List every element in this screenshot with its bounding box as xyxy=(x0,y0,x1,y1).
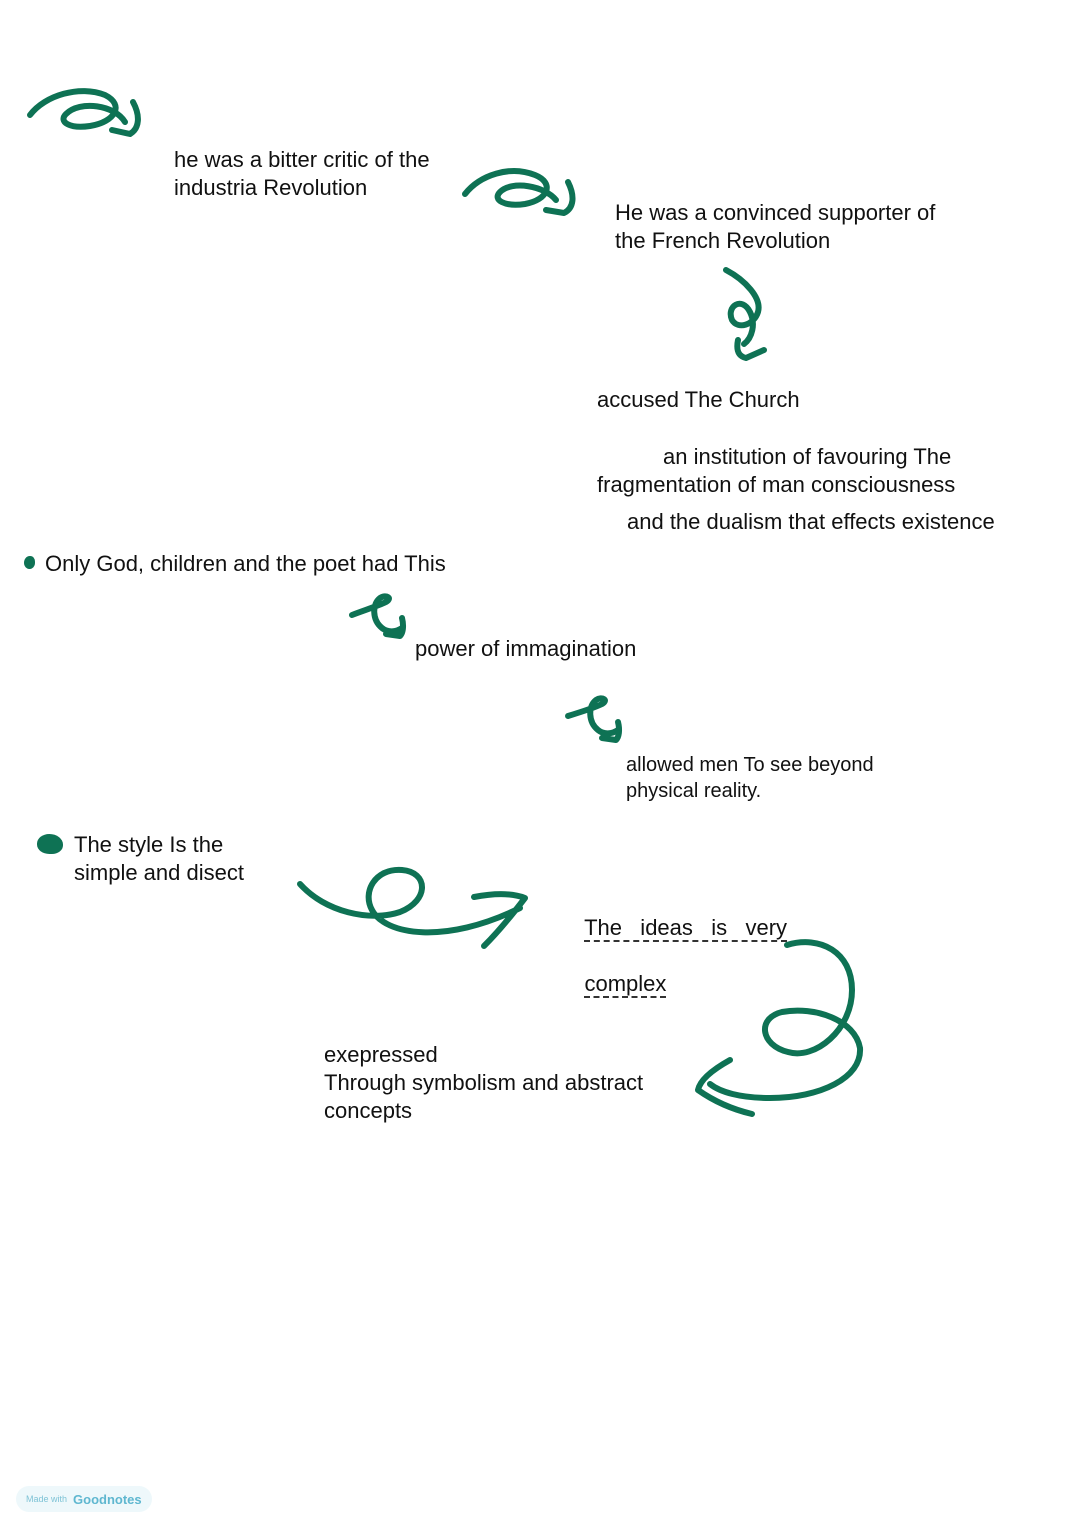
loop-arrow-icon xyxy=(568,698,619,740)
loop-arrow-icon xyxy=(300,870,525,946)
bullet-dot-icon xyxy=(37,834,63,854)
loop-arrow-icon xyxy=(465,171,573,213)
ideas-line-1: The ideas is very xyxy=(584,915,788,940)
made-with-label: Made with xyxy=(26,1494,68,1504)
note-fragmentation: fragmentation of man consciousness xyxy=(597,472,956,497)
note-physical-reality: allowed men To see beyond physical reality. xyxy=(626,754,874,802)
note-only-god: Only God, children and the poet had This xyxy=(45,551,446,576)
note-ideas-complex xyxy=(560,886,787,1026)
loop-arrow-icon xyxy=(352,596,403,636)
note-dualism: and the dualism that effects existence xyxy=(627,509,995,534)
note-industrial-revolution: he was a bitter critic of the industria Revolution xyxy=(174,147,430,200)
note-church: accused The Church xyxy=(597,387,800,412)
bullet-dot-icon xyxy=(24,556,35,569)
note-symbolism: exepressed Through symbolism and abstract concepts xyxy=(324,1042,644,1123)
note-power-of-imagination: power of immagination xyxy=(415,636,637,661)
brand-label: Goodnotes xyxy=(73,1491,142,1507)
goodnotes-watermark xyxy=(16,1486,152,1512)
note-french-revolution: He was a convinced supporter of the French Revolution xyxy=(615,200,936,253)
loop-arrow-icon xyxy=(726,270,764,358)
note-institution: an institution of favouring The xyxy=(663,444,952,469)
ideas-line-2: complex xyxy=(584,971,667,996)
loop-arrow-icon xyxy=(30,91,138,134)
note-style: The style Is the simple and disect xyxy=(74,832,244,885)
